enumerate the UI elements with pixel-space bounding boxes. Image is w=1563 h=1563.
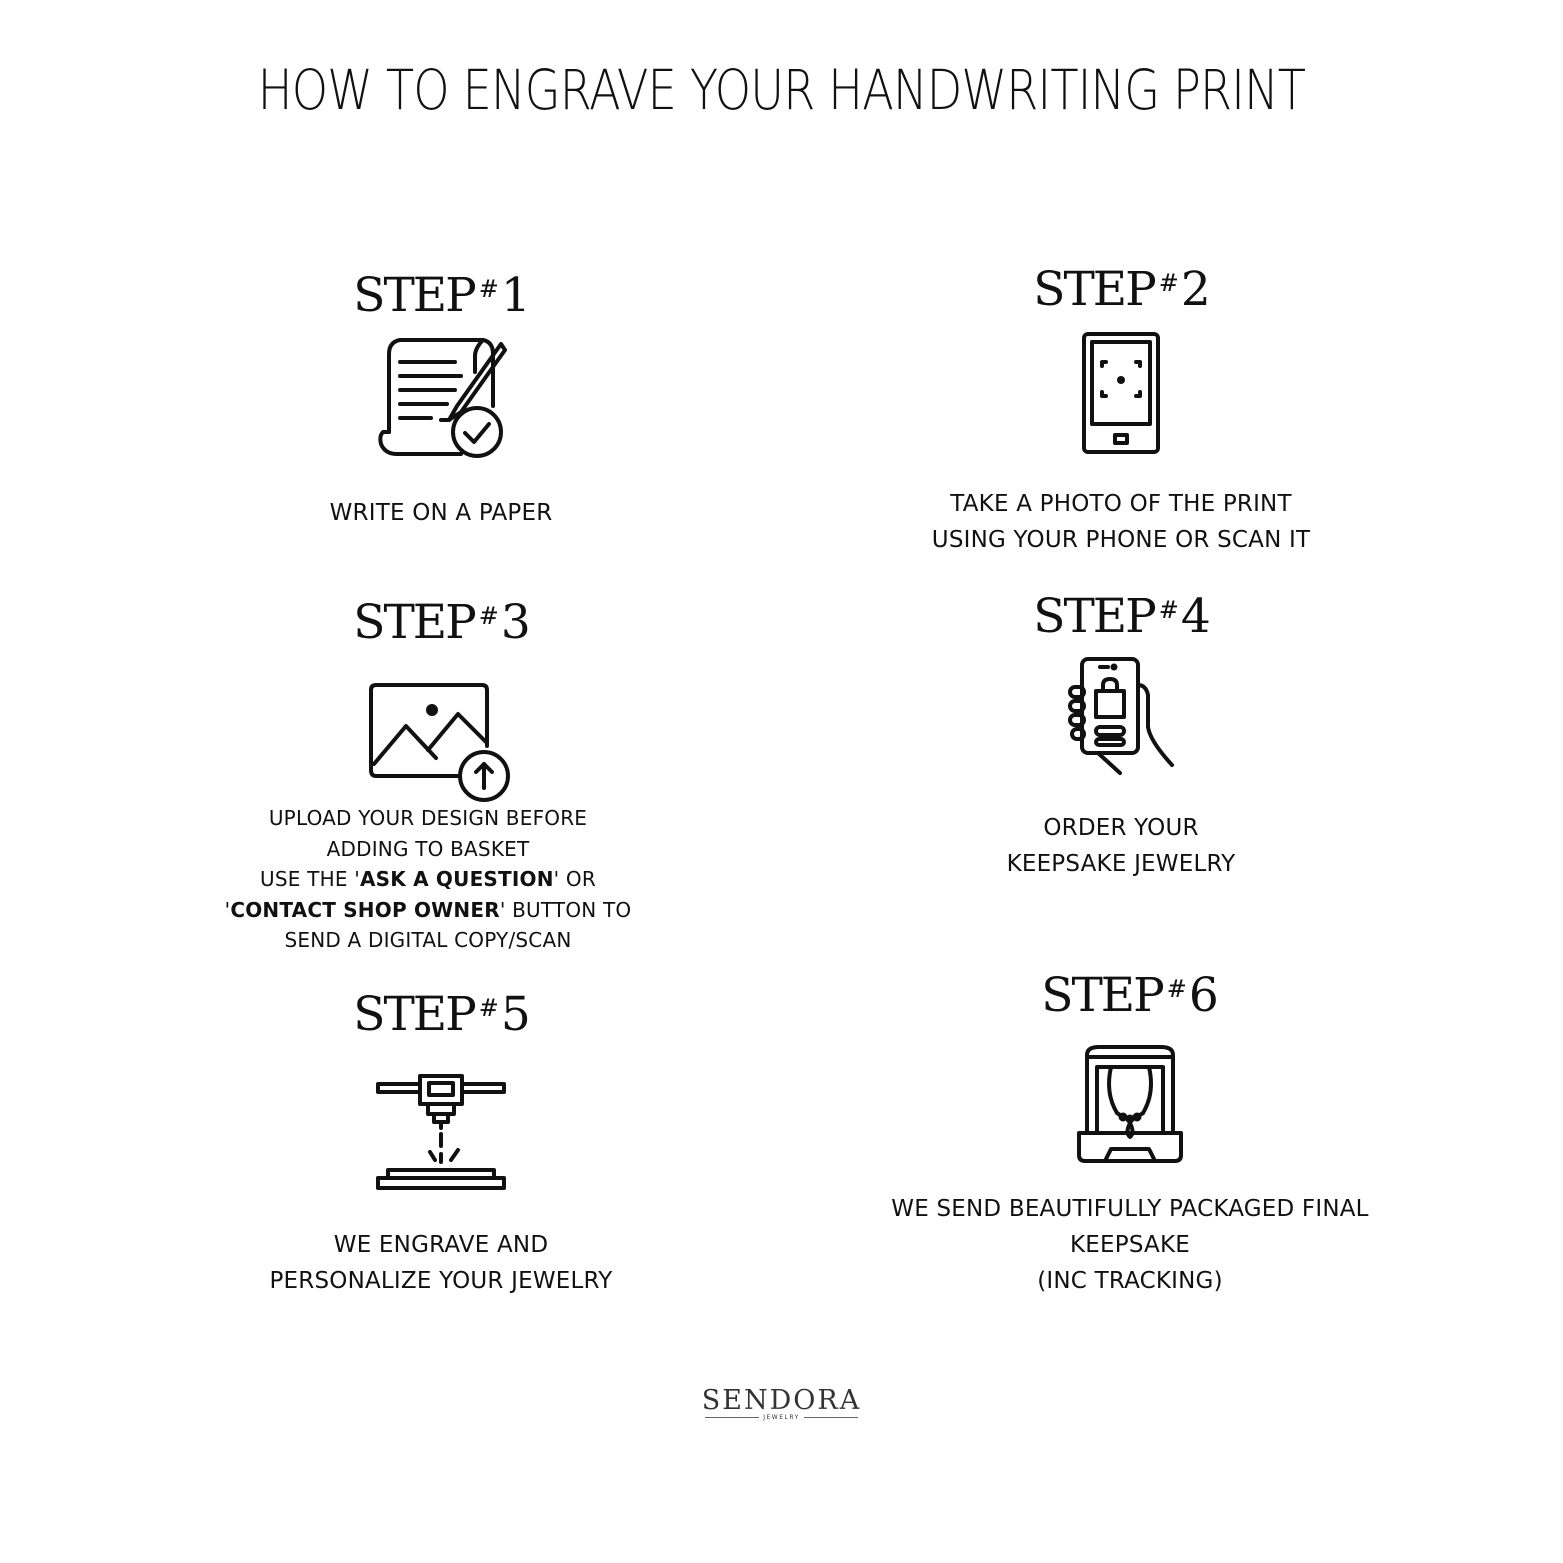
step-1-heading: STEP #1 (353, 268, 529, 323)
step-6-description: WE SEND BEAUTIFULLY PACKAGED FINAL KEEPSAKE (INC TRACKING) (891, 1196, 1369, 1294)
step-4-heading: STEP #4 (1033, 589, 1209, 644)
step-3-heading: STEP #3 (353, 595, 529, 650)
brand-name: SENDORA (701, 1385, 862, 1416)
step-1-description: WRITE ON A PAPER (329, 500, 553, 526)
laser-engraver-icon (374, 1072, 508, 1196)
brand-subtitle: JEWELRY (763, 1414, 800, 1421)
step-4-description: ORDER YOUR KEEPSAKE JEWELRY (1006, 815, 1236, 877)
brand-rule-right (804, 1417, 858, 1418)
jewelry-box-icon (1073, 1043, 1187, 1167)
phone-scan-icon (1080, 330, 1162, 456)
step-2-description: TAKE A PHOTO OF THE PRINT USING YOUR PHONE OR SCAN IT (931, 491, 1311, 553)
step-2-heading: STEP #2 (1033, 262, 1209, 317)
step-5-description: WE ENGRAVE AND PERSONALIZE YOUR JEWELRY (269, 1232, 613, 1294)
image-upload-icon (366, 680, 516, 804)
write-paper-icon (375, 336, 510, 466)
mobile-shopping-icon (1062, 655, 1180, 779)
brand-logo (0, 1385, 1563, 1421)
step-3-description: UPLOAD YOUR DESIGN BEFORE ADDING TO BASKET USE THE 'ASK A QUESTION' OR 'CONTACT SHOP OWNER' BUTTON TO SEND A DIGITAL COPY/SCAN (224, 806, 632, 952)
page-title: HOW TO ENGRAVE YOUR HANDWRITING PRINT (257, 58, 1306, 122)
brand-rule-left (705, 1417, 759, 1418)
step-6-heading: STEP #6 (1041, 968, 1217, 1023)
step-5-heading: STEP #5 (353, 987, 529, 1042)
